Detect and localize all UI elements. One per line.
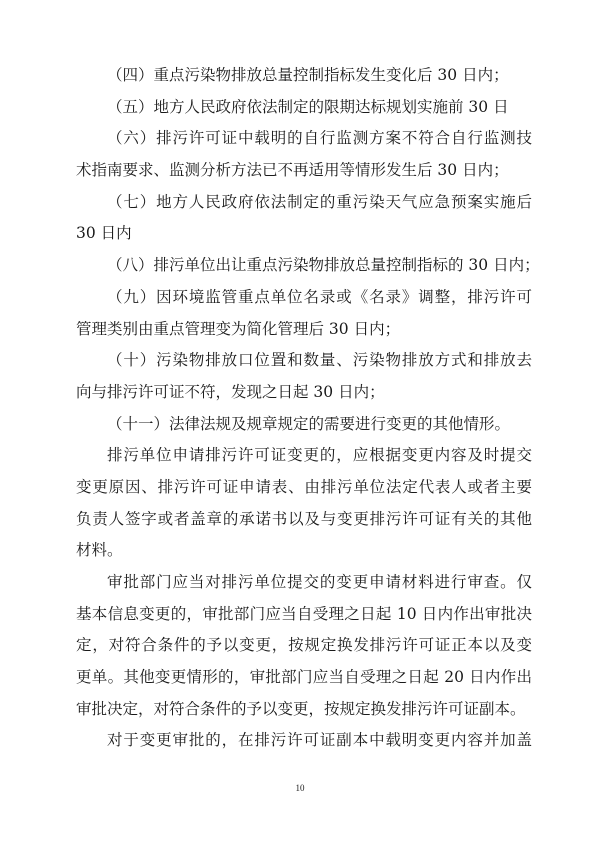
text-line: 更单。其他变更情形的，审批部门应当自受理之日起 20 日内作出: [76, 668, 532, 687]
paragraph: [76, 725, 532, 757]
paragraph: [76, 60, 532, 92]
text-line: 排污单位申请排污许可证变更的，应根据变更内容及时提交: [107, 446, 532, 465]
text-line: （六）排污许可证中载明的自行监测方案不符合自行监测技: [107, 129, 532, 148]
paragraph: [76, 123, 532, 186]
text-line: （四）重点污染物排放总量控制指标发生变化后 30 日内；: [107, 66, 509, 84]
text-line: 定，对符合条件的予以变更，按规定换发排污许可证正本以及变: [76, 636, 532, 655]
text-line: （七）地方人民政府依法制定的重污染天气应急预案实施后: [107, 192, 532, 211]
paragraph: [76, 440, 532, 567]
text-line: （八）排污单位出让重点污染物排放总量控制指标的 30 日内；: [107, 256, 540, 275]
paragraph: [76, 409, 532, 441]
text-line: （五）地方人民政府依法制定的限期达标规划实施前 30 日: [107, 97, 509, 116]
text-line: 材料。: [76, 541, 123, 560]
text-line: 负责人签字或者盖章的承诺书以及与变更排污许可证有关的其他: [76, 509, 532, 528]
document-body: [76, 60, 540, 757]
paragraph: [76, 92, 532, 124]
text-line: 基本信息变更的，审批部门应当自受理之日起 10 日内作出审批决: [76, 604, 532, 623]
paragraph: [76, 567, 532, 725]
text-line: 向与排污许可证不符，发现之日起 30 日内；: [76, 382, 385, 401]
paragraph: [76, 282, 532, 345]
text-line: 变更原因、排污许可证申请表、由排污单位法定代表人或者主要: [76, 477, 532, 496]
paragraph: [76, 250, 540, 282]
text-line: 管理类别由重点管理变为简化管理后 30 日内；: [76, 319, 401, 338]
text-line: （十）污染物排放口位置和数量、污染物排放方式和排放去: [107, 351, 532, 370]
text-line: （十一）法律法规及规章规定的需要进行变更的其他情形。: [107, 414, 511, 433]
paragraph: [76, 187, 532, 250]
page-number: 10: [295, 783, 305, 793]
paragraph: [76, 345, 532, 408]
text-line: 审批部门应当对排污单位提交的变更申请材料进行审查。仅: [107, 573, 532, 591]
text-line: 30 日内: [76, 224, 132, 243]
text-line: （九）因环境监管重点单位名录或《名录》调整，排污许可: [107, 287, 532, 306]
text-line: 术指南要求、监测分析方法已不再适用等情形发生后 30 日内；: [76, 161, 509, 180]
text-line: 对于变更审批的，在排污许可证副本中载明变更内容并加盖: [107, 731, 532, 750]
text-line: 审批决定，对符合条件的予以变更，按规定换发排污许可证副本。: [76, 699, 526, 718]
